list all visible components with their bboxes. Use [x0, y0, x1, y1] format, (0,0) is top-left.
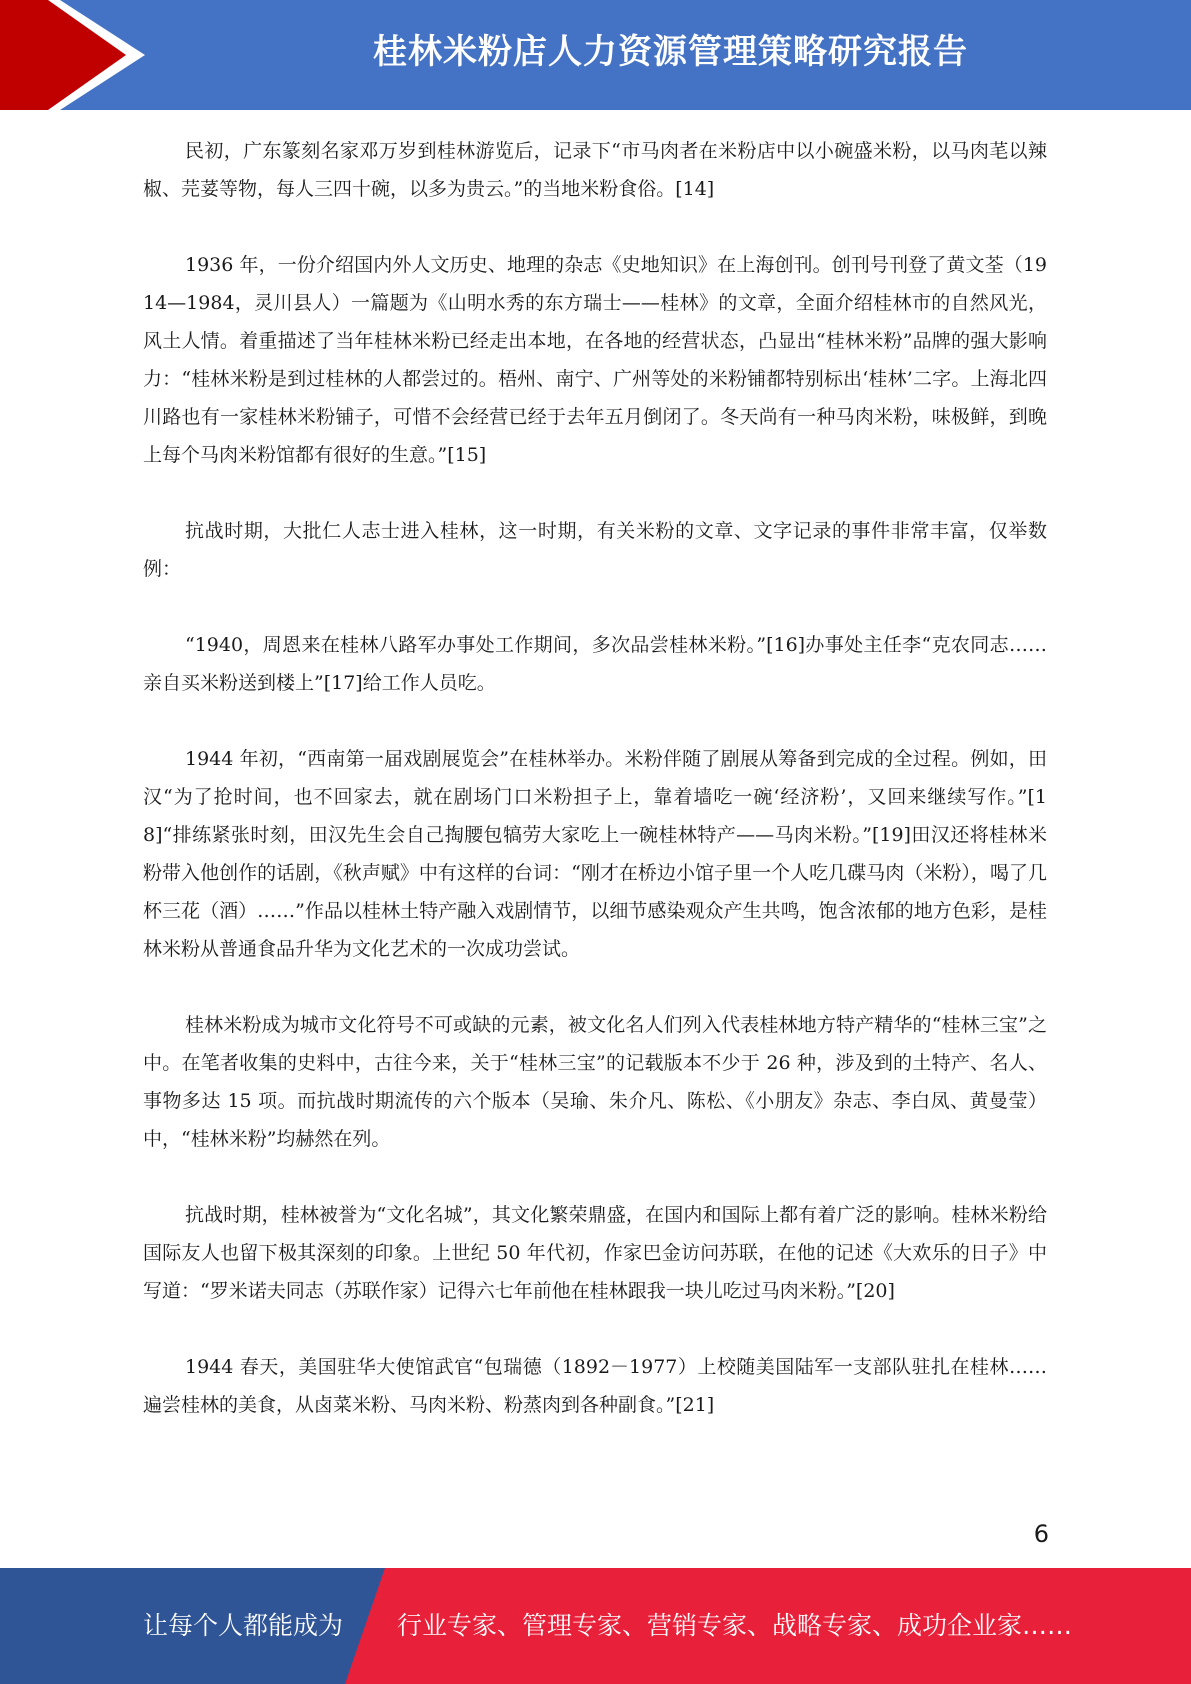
- report-title: 桂林米粉店人力资源管理策略研究报告: [373, 32, 968, 72]
- paragraph: 1944 年初，“西南第一届戏剧展览会”在桂林举办。米粉伴随了剧展从筹备到完成的全过程。例如，田汉“为了抢时间，也不回家去，就在剧场门口米粉担子上，靠着墙吃一碗‘经济粉’，又回来继续写作。”[18]“排练紧张时刻，田汉先生会自己掏腰包犒劳大家吃上一碗桂林特产——马肉米粉。”[19]田汉还将桂林米粉带入他创作的话剧，《秋声赋》中有这样的台词：“刚才在桥边小馆子里一个人吃几碟马肉（米粉），喝了几杯三花（酒）……”作品以桂林土特产融入戏剧情节，以细节感染观众产生共鸣，饱含浓郁的地方色彩，是桂林米粉从普通食品升华为文化艺术的一次成功尝试。: [143, 748, 1047, 960]
- paragraph: 民初，广东篆刻名家邓万岁到桂林游览后，记录下“市马肉者在米粉店中以小碗盛米粉，以马肉芼以辣椒、芫荽等物，每人三四十碗，以多为贵云。”的当地米粉食俗。[14]: [143, 140, 1047, 200]
- paragraph: “1940，周恩来在桂林八路军办事处工作期间，多次品尝桂林米粉。”[16]办事处主任李“克农同志……亲自买米粉送到楼上”[17]给工作人员吃。: [143, 634, 1047, 694]
- footer-slogan-right: 行业专家、管理专家、营销专家、战略专家、成功企业家……: [397, 1611, 1073, 1640]
- page-footer: [0, 1568, 1191, 1684]
- paragraph: 抗战时期，桂林被誉为“文化名城”，其文化繁荣鼎盛，在国内和国际上都有着广泛的影响。桂林米粉给国际友人也留下极其深刻的印象。上世纪 50 年代初，作家巴金访问苏联，在他的记述《大欢乐的日子》中写道：“罗米诺夫同志（苏联作家）记得六七年前他在桂林跟我一块儿吃过马肉米粉。”[20]: [143, 1204, 1047, 1302]
- document-body: [143, 132, 1047, 1462]
- paragraph: 1944 春天，美国驻华大使馆武官“包瑞德（1892－1977）上校随美国陆军一支部队驻扎在桂林……遍尝桂林的美食，从卤菜米粉、马肉米粉、粉蒸肉到各种副食。”[21]: [143, 1356, 1047, 1416]
- paragraph: 抗战时期，大批仁人志士进入桂林，这一时期，有关米粉的文章、文字记录的事件非常丰富，仅举数例：: [143, 520, 1047, 580]
- footer-slogan-left: 让每个人都能成为: [143, 1611, 344, 1640]
- header-chevron-icon: [0, 0, 160, 110]
- page-header: [0, 0, 1191, 110]
- page-number: 6: [1033, 1520, 1049, 1548]
- paragraph: 桂林米粉成为城市文化符号不可或缺的元素，被文化名人们列入代表桂林地方特产精华的“桂林三宝”之中。在笔者收集的史料中，古往今来，关于“桂林三宝”的记载版本不少于 26 种，涉及到的土特产、名人、事物多达 15 项。而抗战时期流传的六个版本（吴瑜、朱介凡、陈松、《小朋友》杂志、李白凤、黄曼莹）中，“桂林米粉”均赫然在列。: [143, 1014, 1047, 1150]
- paragraph: 1936 年，一份介绍国内外人文历史、地理的杂志《史地知识》在上海创刊。创刊号刊登了黄文荃（1914—1984，灵川县人）一篇题为《山明水秀的东方瑞士——桂林》的文章，全面介绍桂林市的自然风光，风土人情。着重描述了当年桂林米粉已经走出本地，在各地的经营状态，凸显出“桂林米粉”品牌的强大影响力：“桂林米粉是到过桂林的人都尝过的。梧州、南宁、广州等处的米粉铺都特别标出‘桂林’二字。上海北四川路也有一家桂林米粉铺子，可惜不会经营已经于去年五月倒闭了。冬天尚有一种马肉米粉，味极鲜，到晚上每个马肉米粉馆都有很好的生意。”[15]: [143, 254, 1047, 466]
